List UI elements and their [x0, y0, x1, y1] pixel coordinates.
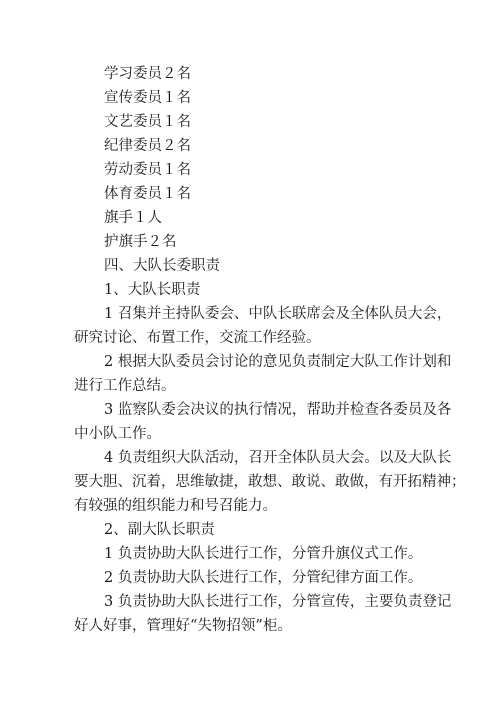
- duty-item: 1 负责协助大队长进行工作，分管升旗仪式工作。: [104, 546, 423, 562]
- list-item: 文艺委员１名: [104, 114, 191, 130]
- list-item: 体育委员１名: [104, 186, 191, 202]
- duty-paragraph: [74, 446, 466, 518]
- paragraph-line: 3 负责协助大队长进行工作，分管宣传，主要负责登记: [104, 594, 452, 610]
- subsection-heading: 2、副大队长职责: [104, 522, 215, 538]
- paragraph-line: 3 监察队委会决议的执行情况，帮助并检查各委员及各: [104, 402, 452, 418]
- committee-list: [104, 62, 191, 254]
- duty-paragraph: [74, 302, 451, 350]
- duty-paragraph: [74, 350, 451, 398]
- paragraph-line: 1 召集并主持队委会、中队长联席会及全体队员大会，: [104, 306, 452, 322]
- list-item: 学习委员２名: [104, 66, 191, 82]
- list-item: 宣传委员１名: [104, 90, 191, 106]
- list-item: 旗手１人: [104, 210, 162, 226]
- section-heading: 四、大队长委职责: [104, 258, 220, 274]
- list-item: 劳动委员１名: [104, 162, 191, 178]
- paragraph-line: 有较强的组织能力和号召能力。: [74, 498, 277, 514]
- list-item: 护旗手２名: [104, 234, 177, 250]
- duty-paragraph: [74, 398, 451, 446]
- paragraph-line: 中小队工作。: [74, 426, 161, 442]
- duty-item: 2 负责协助大队长进行工作，分管纪律方面工作。: [104, 570, 423, 586]
- duty-paragraph: [74, 590, 451, 638]
- paragraph-line: 好人好事，管理好“失物招领”柜。: [74, 618, 292, 634]
- paragraph-line: 4 负责组织大队活动，召开全体队员大会。以及大队长: [104, 450, 452, 466]
- paragraph-line: 研究讨论、布置工作，交流工作经验。: [74, 330, 321, 346]
- paragraph-line: 2 根据大队委员会讨论的意见负责制定大队工作计划和: [104, 354, 452, 370]
- paragraph-line: 进行工作总结。: [74, 378, 176, 394]
- subsection-heading: 1、大队长职责: [104, 282, 201, 298]
- list-item: 纪律委员２名: [104, 138, 191, 154]
- paragraph-line: 要大胆、沉着，思维敏捷，敢想、敢说、敢做，有开拓精神；: [74, 474, 466, 490]
